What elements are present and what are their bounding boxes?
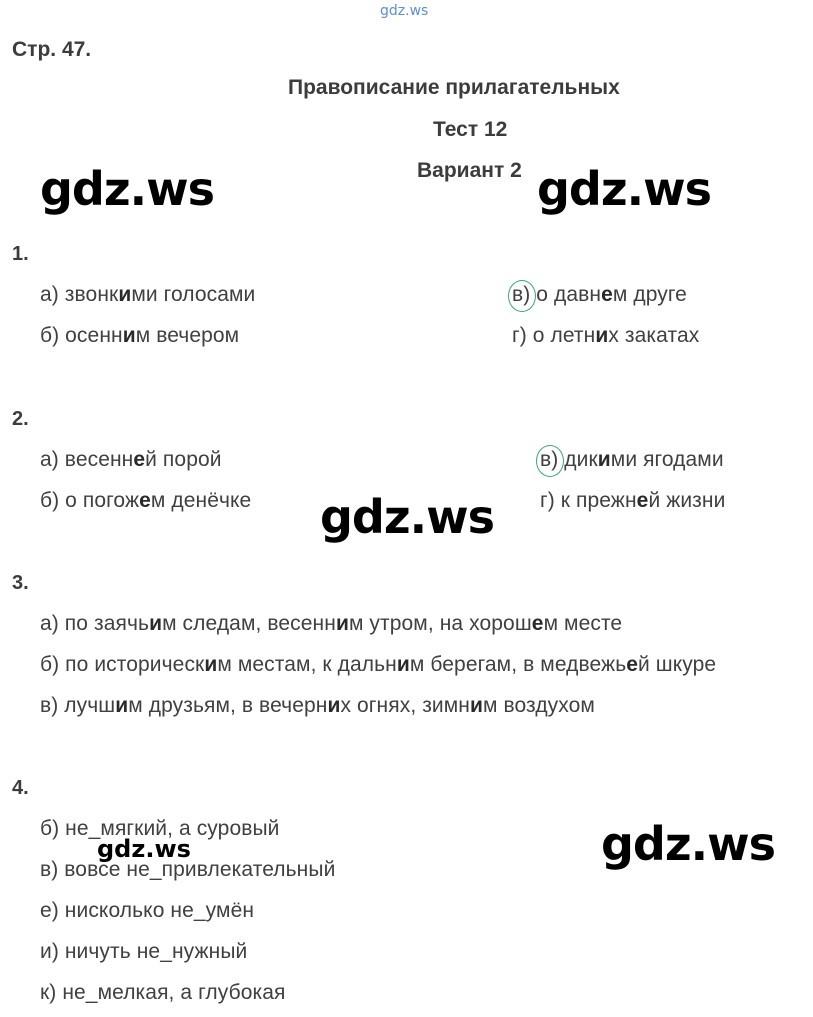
- watermark-1: gdz.ws: [40, 162, 214, 216]
- q3-answer-b: б) по историческим местам, к дальним берегам, в медвежьей шкуре: [40, 653, 717, 676]
- q2-answer-a: а) весенней порой: [40, 448, 222, 471]
- q1-answer-a: а) звонкими голосами: [40, 283, 256, 306]
- q4-answer-i: и) ничуть не_нужный: [40, 940, 248, 963]
- variant-title: Вариант 2: [417, 159, 522, 182]
- q4-answer-b: б) не_мягкий, а суровый: [40, 817, 280, 840]
- question-1-number: 1.: [12, 243, 29, 265]
- q1-answer-g: г) о летних закатах: [512, 324, 700, 347]
- watermark-5: gdz.ws: [97, 835, 191, 863]
- q2-selected-circle: в: [540, 448, 552, 471]
- q4-answer-e: е) нисколько не_умён: [40, 899, 255, 922]
- q1-selected-circle: в: [512, 283, 524, 306]
- page-label: Стр. 47.: [12, 38, 92, 61]
- question-3-number: 3.: [12, 572, 29, 594]
- q4-answer-v: в) вовсе не_привлекательный: [40, 858, 336, 881]
- watermark-2: gdz.ws: [537, 162, 711, 216]
- q1-answer-v: в) о давнем друге: [512, 283, 687, 306]
- q2-answer-g: г) к прежней жизни: [540, 489, 726, 512]
- question-2-number: 2.: [12, 408, 29, 430]
- q3-answer-a: а) по заячьим следам, весенним утром, на хорошем месте: [40, 612, 623, 635]
- watermark-top: gdz.ws: [380, 3, 429, 19]
- test-title: Тест 12: [433, 118, 508, 141]
- q4-answer-k: к) не_мелкая, а глубокая: [40, 981, 286, 1004]
- q2-answer-b: б) о погожем денёчке: [40, 489, 252, 512]
- q1-answer-b: б) осенним вечером: [40, 324, 240, 347]
- watermark-3: gdz.ws: [320, 490, 494, 544]
- question-4-number: 4.: [12, 777, 29, 799]
- q3-answer-v: в) лучшим друзьям, в вечерних огнях, зимним воздухом: [40, 694, 595, 717]
- watermark-4: gdz.ws: [601, 817, 775, 871]
- page-title: Правописание прилагательных: [288, 76, 620, 99]
- q2-answer-v: в) дикими ягодами: [540, 448, 724, 471]
